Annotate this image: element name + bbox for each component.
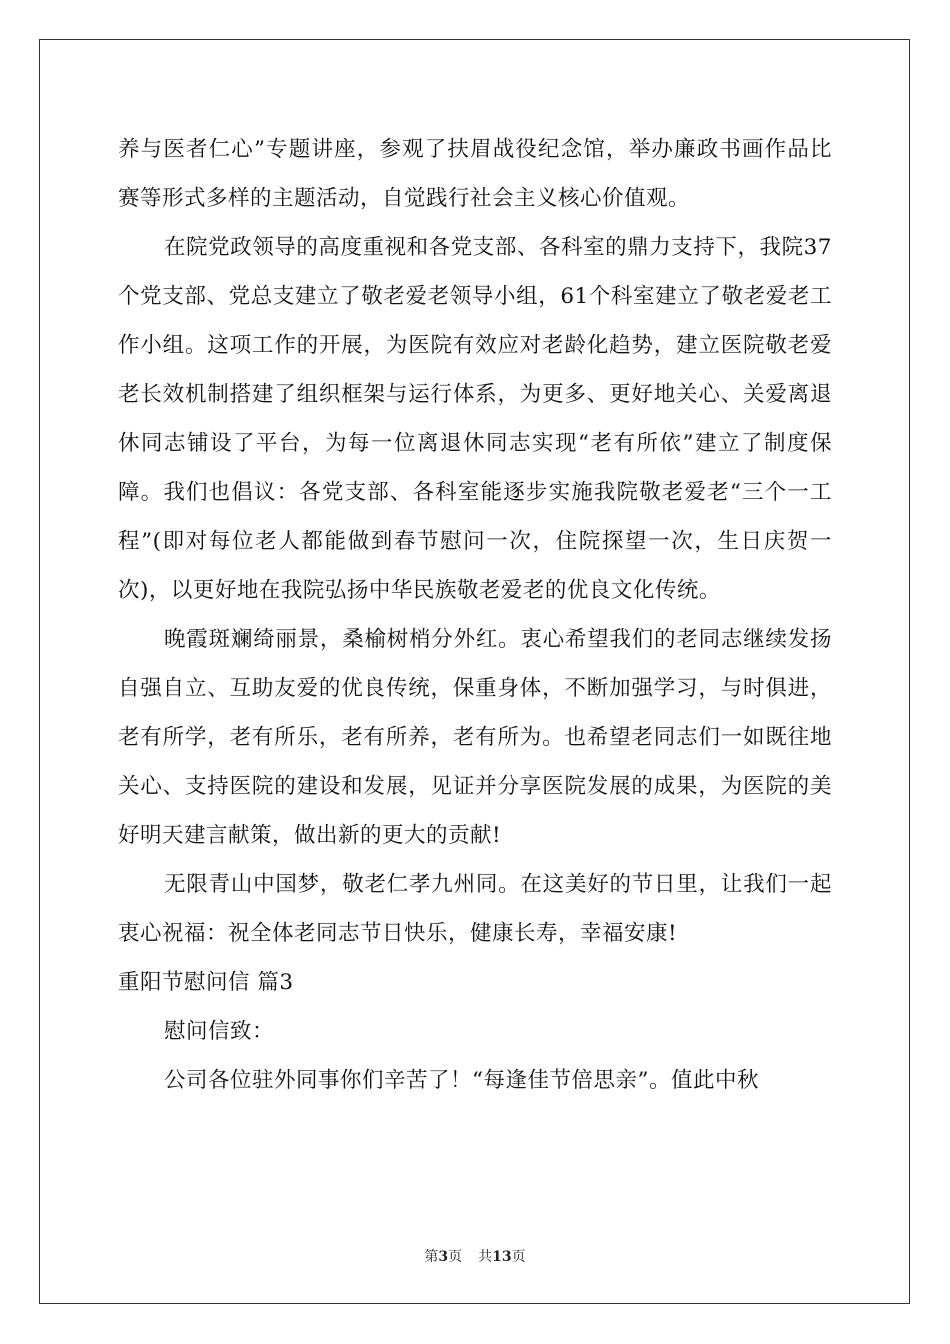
paragraph-2: 在院党政领导的高度重视和各党支部、各科室的鼎力支持下，我院37个党支部、党总支建立了敬老爱老领导小组，61个科室建立了敬老爱老工作小组。这项工作的开展，为医院有效应对老龄化趋势，建立医院敬老爱老长效机制搭建了组织框架与运行体系，为更多、更好地关心、关爱离退休同志铺设了平台，为每一位离退休同志实现“老有所依”建立了制度保障。我们也倡议：各党支部、各科室能逐步实施我院敬老爱老“三个一工程”(即对每位老人都能做到春节慰问一次，住院探望一次，生日庆贺一次)，以更好地在我院弘扬中华民族敬老爱老的优良文化传统。	[118, 235, 832, 603]
paragraph-4: 无限青山中国梦，敬老仁孝九州同。在这美好的节日里，让我们一起衷心祝福：祝全体老同志节日快乐，健康长寿，幸福安康!	[118, 872, 832, 946]
page-footer	[0, 1246, 950, 1266]
paragraph-3: 晚霞斑斓绮丽景，桑榆树梢分外红。衷心希望我们的老同志继续发扬自强自立、互助友爱的优良传统，保重身体，不断加强学习，与时俱进，老有所学，老有所乐，老有所养，老有所为。也希望老同志们一如既往地关心、支持医院的建设和发展，见证并分享医院发展的成果，为医院的美好明天建言献策，做出新的更大的贡献!	[118, 627, 832, 848]
footer-page-number: 3	[438, 1249, 449, 1265]
footer-prefix: 第	[424, 1249, 439, 1265]
paragraph-1: 养与医者仁心”专题讲座，参观了扶眉战役纪念馆，举办廉政书画作品比赛等形式多样的主题活动，自觉践行社会主义核心价值观。	[118, 137, 832, 211]
footer-total-prefix: 共	[478, 1249, 493, 1265]
footer-total-pages: 13	[492, 1249, 512, 1265]
footer-total-suffix: 页	[511, 1249, 526, 1265]
paragraph-5: 公司各位驻外同事你们辛苦了！“每逢佳节倍思亲”。值此中秋	[164, 1068, 759, 1093]
footer-page-suffix: 页	[448, 1249, 463, 1265]
document-body	[118, 125, 832, 1105]
section-heading: 重阳节慰问信 篇3	[118, 970, 294, 995]
salutation: 慰问信致：	[164, 1019, 275, 1044]
